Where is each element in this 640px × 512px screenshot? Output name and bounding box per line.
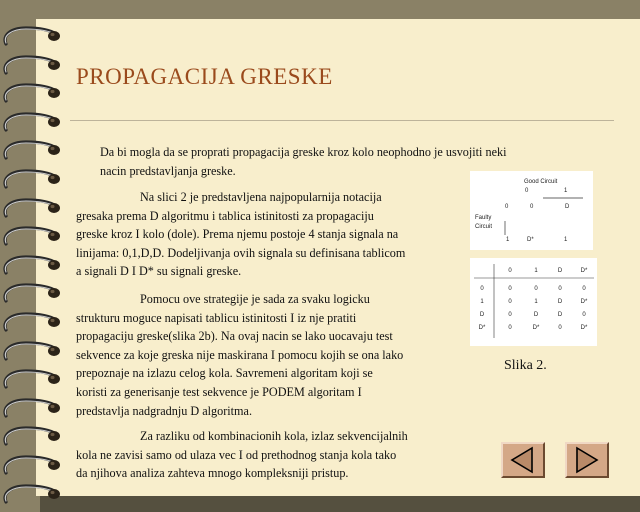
intro-line-2: nacin predstavljanja greske. bbox=[100, 163, 236, 178]
paragraph-line: a signali D I D* su signali greske. bbox=[76, 264, 242, 279]
truth-table-header: D bbox=[557, 268, 563, 274]
spiral-ring bbox=[0, 51, 64, 77]
truth-table-row-label: 0 bbox=[480, 286, 484, 292]
spiral-ring bbox=[0, 108, 64, 134]
arrow-right-icon bbox=[567, 444, 607, 476]
truth-table-header: D* bbox=[580, 268, 588, 274]
spiral-ring bbox=[0, 279, 64, 305]
spiral-ring bbox=[0, 394, 64, 420]
paragraph-line: linijama: 0,1,D,D. Dodeljivanja ovih signala su definisana tablicom bbox=[76, 245, 406, 260]
fig1-header: Good Circuit bbox=[524, 179, 558, 185]
fig1-col-1: 1 bbox=[564, 188, 568, 194]
paragraph-sequential bbox=[76, 427, 464, 483]
truth-table-row-label: D* bbox=[478, 325, 486, 331]
page-title: PROPAGACIJA GRESKE bbox=[76, 64, 333, 89]
figure-d-notation bbox=[470, 171, 593, 250]
truth-table-cell: 0 bbox=[508, 312, 512, 318]
truth-table-cell: D bbox=[557, 299, 563, 305]
fig1-cell: 0 bbox=[530, 204, 534, 210]
figure-caption: Slika 2. bbox=[504, 358, 547, 373]
spiral-ring bbox=[0, 222, 64, 248]
truth-table-cell: 0 bbox=[558, 325, 562, 331]
fig1-cell: D bbox=[565, 204, 570, 210]
truth-table-cell: 0 bbox=[582, 286, 586, 292]
paragraph-line: kola ne zavisi samo od ulaza vec I od prethodnog stanja kola tako bbox=[76, 447, 397, 462]
title-divider bbox=[70, 120, 614, 121]
fig1-col-0: 0 bbox=[525, 188, 529, 194]
truth-table-cell: D bbox=[557, 312, 563, 318]
truth-table-cell: 0 bbox=[508, 325, 512, 331]
paragraph-line: predstavlja nadgradnju D algoritma. bbox=[76, 403, 252, 418]
spiral-ring bbox=[0, 422, 64, 448]
paragraph-line: Na slici 2 je predstavljena najpopularnija notacija bbox=[140, 190, 382, 204]
paragraph-line: Za razliku od kombinacionih kola, izlaz sekvencijalnih bbox=[140, 429, 408, 443]
truth-table-cell: 0 bbox=[558, 286, 562, 292]
fig1-row-label-bottom: Circuit bbox=[475, 224, 493, 230]
spiral-ring bbox=[0, 451, 64, 477]
fig1-cell: 0 bbox=[505, 204, 509, 210]
truth-table-cell: 0 bbox=[508, 299, 512, 305]
spiral-ring bbox=[0, 194, 64, 220]
spiral-ring bbox=[0, 136, 64, 162]
truth-table-header: 0 bbox=[508, 268, 512, 274]
spiral-ring bbox=[0, 165, 64, 191]
truth-table-cell: D* bbox=[580, 299, 588, 305]
paragraph-line: propagaciju greske(slika 2b). Na ovaj nacin se lako uocavaju test bbox=[76, 329, 393, 344]
spiral-ring bbox=[0, 308, 64, 334]
previous-page-button[interactable] bbox=[501, 442, 545, 478]
truth-table-cell: 0 bbox=[582, 312, 586, 318]
paragraph-line: gresaka prema D algoritmu i tablica istinitosti za propagaciju bbox=[76, 208, 374, 223]
truth-table-row-label: 1 bbox=[480, 299, 484, 305]
truth-table-cell: D* bbox=[532, 325, 540, 331]
truth-table-cell: D bbox=[533, 312, 539, 318]
truth-table-cell: 1 bbox=[534, 299, 538, 305]
arrow-left-icon bbox=[503, 444, 543, 476]
page-shadow bbox=[40, 496, 640, 512]
paragraph-strategy bbox=[76, 290, 464, 420]
truth-table-header: 1 bbox=[534, 268, 538, 274]
paragraph-line: strukturu moguce napisati tablicu istinitosti I iz nje pratiti bbox=[76, 310, 357, 325]
spiral-ring bbox=[0, 480, 64, 506]
truth-table-cell: D* bbox=[580, 325, 588, 331]
next-page-button[interactable] bbox=[565, 442, 609, 478]
spiral-ring bbox=[0, 79, 64, 105]
intro-line-1: Da bi mogla da se proprati propagacija greske kroz kolo neophodno je usvojiti neki bbox=[100, 145, 507, 159]
paragraph-line: da njihova analiza zahteva mnogo kompleksniji pristup. bbox=[76, 466, 349, 481]
paragraph-line: greske kroz I kolo (dole). Prema njemu postoje 4 stanja signala na bbox=[76, 227, 399, 242]
fig1-cell: 1 bbox=[506, 237, 510, 243]
truth-table-row-label: D bbox=[479, 312, 485, 318]
spiral-ring bbox=[0, 22, 64, 48]
paragraph-line: prepoznaje na izlazu celog kola. Savremeni algoritam koji se bbox=[76, 366, 373, 381]
paragraph-notation bbox=[76, 188, 464, 281]
fig1-row-label-top: Faulty bbox=[475, 215, 492, 221]
spiral-ring bbox=[0, 251, 64, 277]
spiral-ring bbox=[0, 337, 64, 363]
fig1-cell: 1 bbox=[564, 237, 568, 243]
fig1-cell: D* bbox=[527, 237, 534, 243]
paragraph-line: koristi za generisanje test sekvence je PODEM algoritam I bbox=[76, 384, 362, 399]
spiral-ring bbox=[0, 365, 64, 391]
paragraph-line: Pomocu ove strategije je sada za svaku logicku bbox=[140, 292, 370, 306]
truth-table-cell: 0 bbox=[534, 286, 538, 292]
paragraph-line: sekvence za koje greska nije maskirana I pomocu kojih se ona lako bbox=[76, 347, 404, 362]
figure-truth-table bbox=[470, 258, 597, 346]
truth-table-cell: 0 bbox=[508, 286, 512, 292]
